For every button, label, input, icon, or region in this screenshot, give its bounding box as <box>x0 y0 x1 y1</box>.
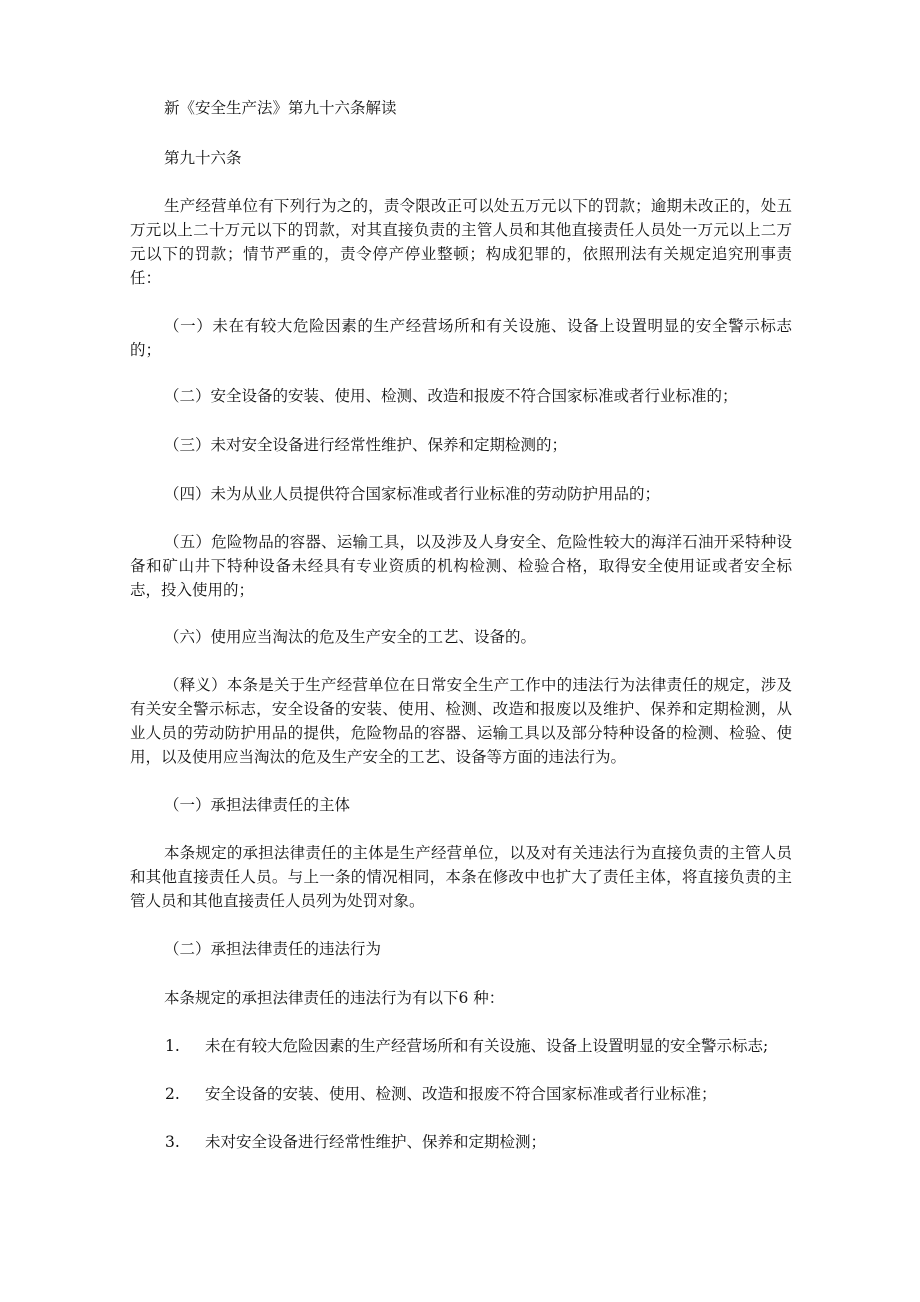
numbered-item-2-text: 安全设备的安装、使用、检测、改造和报废不符合国家标准或者行业标准； <box>205 1085 717 1103</box>
section1-heading: （一）承担法律责任的主体 <box>164 796 351 814</box>
clause-1: （一）未在有较大危险因素的生产经营场所和有关设施、设备上设置明显的安全警示标志的； <box>130 317 792 359</box>
section2-heading: （二）承担法律责任的违法行为 <box>164 940 382 958</box>
interpretation-paragraph: （释义）本条是关于生产经营单位在日常安全生产工作中的违法行为法律责任的规定，涉及有关安全警示标志，安全设备的安装、使用、检测、改造和报废以及维护、保养和定期检测，从业人员的劳动防护用品的提供，危险物品的容器、运输工具以及部分特种设备的检测、检验、使用，以及使用应当淘汰的危及生产安全的工艺、设备等方面的违法行为。 <box>130 676 792 766</box>
article-heading: 第九十六条 <box>164 149 242 167</box>
numbered-item-1 <box>165 1034 805 1058</box>
main-paragraph: 生产经营单位有下列行为之的，责令限改正可以处五万元以下的罚款；逾期未改正的，处五万元以上二十万元以下的罚款，对其直接负责的主管人员和其他直接责任人员处一万元以上二万元以下的罚款；情节严重的，责令停产停业整顿；构成犯罪的，依照刑法有关规定追究刑事责任： <box>130 197 792 287</box>
document-title: 新《安全生产法》第九十六条解读 <box>164 99 397 117</box>
section2-intro: 本条规定的承担法律责任的违法行为有以下6 种： <box>164 989 505 1007</box>
section1-body: 本条规定的承担法律责任的主体是生产经营单位，以及对有关违法行为直接负责的主管人员和其他直接责任人员。与上一条的情况相同，本条在修改中也扩大了责任主体，将直接负责的主管人员和其他直接责任人员列为处罚对象。 <box>130 844 792 910</box>
numbered-item-3-text: 未对安全设备进行经常性维护、保养和定期检测； <box>205 1133 547 1151</box>
clause-5: （五）危险物品的容器、运输工具，以及涉及人身安全、危险性较大的海洋石油开采特种设备和矿山井下特种设备未经具有专业资质的机构检测、检验合格，取得安全使用证或者安全标志，投入使用的； <box>130 533 792 599</box>
numbered-item-3 <box>165 1130 805 1154</box>
numbered-item-3-num: 3. <box>165 1133 180 1151</box>
numbered-item-2-num: 2. <box>165 1085 180 1103</box>
clause-6: （六）使用应当淘汰的危及生产安全的工艺、设备的。 <box>164 628 537 646</box>
numbered-item-1-num: 1. <box>165 1037 180 1055</box>
clause-2: （二）安全设备的安装、使用、检测、改造和报废不符合国家标准或者行业标准的； <box>164 387 738 405</box>
clause-4: （四）未为从业人员提供符合国家标准或者行业标准的劳动防护用品的； <box>164 485 661 503</box>
numbered-item-1-text: 未在有较大危险因素的生产经营场所和有关设施、设备上设置明显的安全警示标志; <box>205 1037 769 1055</box>
numbered-item-2 <box>165 1082 805 1106</box>
clause-3: （三）未对安全设备进行经常性维护、保养和定期检测的； <box>164 436 568 454</box>
